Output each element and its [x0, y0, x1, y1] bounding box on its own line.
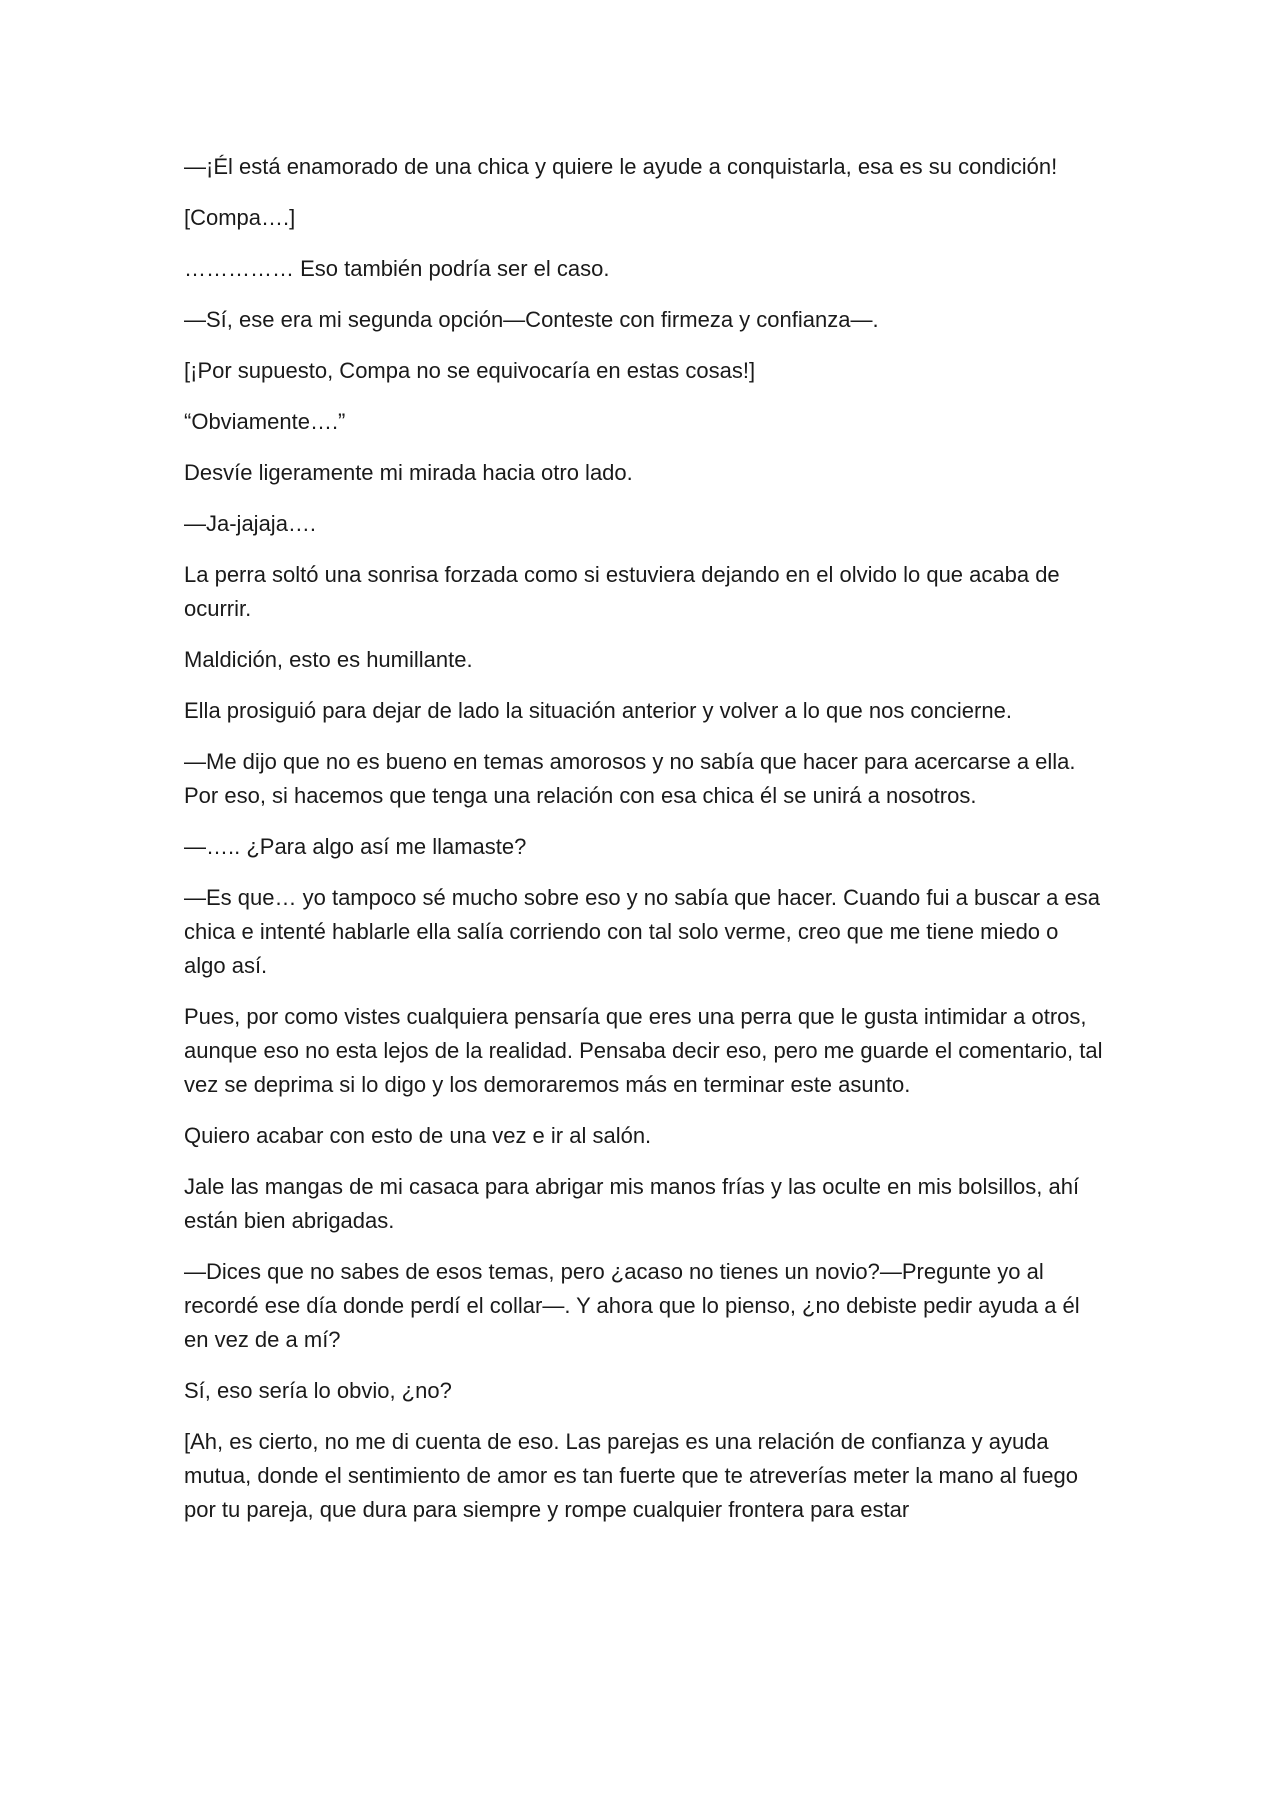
paragraph: —Es que… yo tampoco sé mucho sobre eso y no sabía que hacer. Cuando fui a buscar a esa chica e intenté hablarle ella salía corriendo con tal solo verme, creo que me tiene miedo o algo así. [184, 885, 1100, 978]
paragraph: [¡Por supuesto, Compa no se equivocaría en estas cosas!] [184, 358, 756, 383]
paragraph: …………… Eso también podría ser el caso. [184, 256, 610, 281]
paragraph: Ella prosiguió para dejar de lado la situación anterior y volver a lo que nos concierne. [184, 698, 1012, 723]
paragraph: —¡Él está enamorado de una chica y quiere le ayude a conquistarla, esa es su condición! [184, 154, 1058, 179]
paragraph: Quiero acabar con esto de una vez e ir al salón. [184, 1123, 652, 1148]
paragraph: Desvíe ligeramente mi mirada hacia otro lado. [184, 460, 633, 485]
paragraph: —Me dijo que no es bueno en temas amorosos y no sabía que hacer para acercarse a ella. Por eso, si hacemos que tenga una relación con esa chica él se unirá a nosotros. [184, 749, 1076, 808]
paragraph: —….. ¿Para algo así me llamaste? [184, 834, 527, 859]
paragraph: La perra soltó una sonrisa forzada como si estuviera dejando en el olvido lo que acaba de ocurrir. [184, 562, 1060, 621]
paragraph: Jale las mangas de mi casaca para abrigar mis manos frías y las oculte en mis bolsillos, ahí están bien abrigadas. [184, 1174, 1080, 1233]
document-body [184, 150, 1104, 1544]
paragraph: Sí, eso sería lo obvio, ¿no? [184, 1378, 452, 1403]
paragraph: —Ja-jajaja…. [184, 511, 317, 536]
paragraph: Pues, por como vistes cualquiera pensaría que eres una perra que le gusta intimidar a otros, aunque eso no esta lejos de la realidad. Pensaba decir eso, pero me guarde el comentario, tal vez se deprima si lo digo y los demoraremos más en terminar este asunto. [184, 1004, 1103, 1097]
paragraph: [Ah, es cierto, no me di cuenta de eso. Las parejas es una relación de confianza y ayuda mutua, donde el sentimiento de amor es tan fuerte que te atreverías meter la mano al fuego por tu pareja, que dura para siempre y rompe cualquier frontera para estar [184, 1429, 1078, 1522]
paragraph: —Sí, ese era mi segunda opción—Conteste con firmeza y confianza—. [184, 307, 879, 332]
paragraph: [Compa….] [184, 205, 296, 230]
paragraph: “Obviamente….” [184, 409, 346, 434]
paragraph: Maldición, esto es humillante. [184, 647, 473, 672]
paragraph: —Dices que no sabes de esos temas, pero ¿acaso no tienes un novio?—Pregunte yo al recordé ese día donde perdí el collar—. Y ahora que lo pienso, ¿no debiste pedir ayuda a él en vez de a mí? [184, 1259, 1080, 1352]
